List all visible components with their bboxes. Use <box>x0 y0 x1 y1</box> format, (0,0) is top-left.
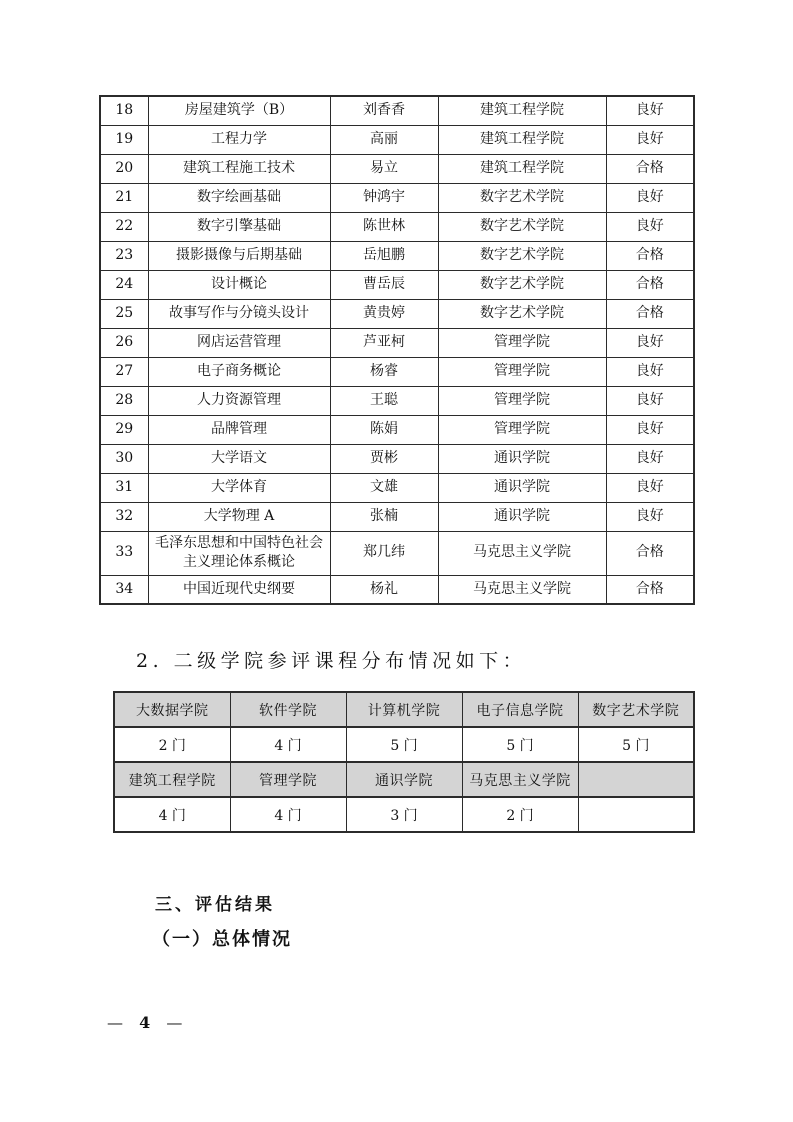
cell-course-name: 品牌管理 <box>148 415 330 444</box>
distribution-count-row <box>114 797 694 832</box>
course-count-cell: 4 门 <box>230 727 346 762</box>
section-3-heading: 三、评估结果 <box>155 895 275 915</box>
course-count-cell: 4 门 <box>230 797 346 832</box>
cell-college-name: 管理学院 <box>438 386 606 415</box>
cell-teacher-name: 高丽 <box>330 125 438 154</box>
cell-rating: 良好 <box>606 183 694 212</box>
cell-course-name: 中国近现代史纲要 <box>148 575 330 604</box>
cell-teacher-name: 杨礼 <box>330 575 438 604</box>
cell-rating: 合格 <box>606 575 694 604</box>
cell-college-name: 管理学院 <box>438 415 606 444</box>
section-2-heading: 2. 二级学院参评课程分布情况如下： <box>136 650 527 672</box>
cell-rating: 合格 <box>606 154 694 183</box>
course-count-cell: 3 门 <box>346 797 462 832</box>
cell-teacher-name: 陈娟 <box>330 415 438 444</box>
page-number-dash-left: — <box>107 1013 124 1032</box>
college-header-cell: 马克思主义学院 <box>462 762 578 797</box>
cell-row-number: 22 <box>100 212 148 241</box>
cell-row-number: 32 <box>100 502 148 531</box>
cell-college-name: 通识学院 <box>438 502 606 531</box>
course-table-row <box>100 502 694 531</box>
cell-row-number: 34 <box>100 575 148 604</box>
cell-college-name: 建筑工程学院 <box>438 154 606 183</box>
course-count-cell: 2 门 <box>114 727 230 762</box>
college-header-cell <box>578 762 694 797</box>
course-table-row <box>100 575 694 604</box>
cell-teacher-name: 易立 <box>330 154 438 183</box>
cell-college-name: 数字艺术学院 <box>438 212 606 241</box>
cell-course-name: 设计概论 <box>148 270 330 299</box>
cell-teacher-name: 陈世林 <box>330 212 438 241</box>
cell-college-name: 管理学院 <box>438 328 606 357</box>
cell-teacher-name: 贾彬 <box>330 444 438 473</box>
cell-course-name: 工程力学 <box>148 125 330 154</box>
college-header-cell: 软件学院 <box>230 692 346 727</box>
course-table-row <box>100 154 694 183</box>
course-count-cell: 2 门 <box>462 797 578 832</box>
cell-course-name: 摄影摄像与后期基础 <box>148 241 330 270</box>
course-table-row <box>100 328 694 357</box>
course-count-cell: 5 门 <box>346 727 462 762</box>
cell-course-name: 毛泽东思想和中国特色社会主义理论体系概论 <box>148 531 330 575</box>
course-table-row <box>100 357 694 386</box>
cell-rating: 良好 <box>606 328 694 357</box>
cell-row-number: 33 <box>100 531 148 575</box>
cell-rating: 合格 <box>606 299 694 328</box>
college-header-cell: 建筑工程学院 <box>114 762 230 797</box>
cell-teacher-name: 黄贵婷 <box>330 299 438 328</box>
cell-teacher-name: 郑几纬 <box>330 531 438 575</box>
course-table-row <box>100 531 694 575</box>
college-header-cell: 数字艺术学院 <box>578 692 694 727</box>
page-number-value: 4 <box>139 1013 152 1032</box>
course-table-row <box>100 96 694 125</box>
cell-college-name: 数字艺术学院 <box>438 299 606 328</box>
cell-college-name: 马克思主义学院 <box>438 575 606 604</box>
course-count-cell <box>578 797 694 832</box>
cell-teacher-name: 王聪 <box>330 386 438 415</box>
cell-row-number: 25 <box>100 299 148 328</box>
cell-course-name: 大学语文 <box>148 444 330 473</box>
cell-rating: 良好 <box>606 473 694 502</box>
cell-teacher-name: 刘香香 <box>330 96 438 125</box>
college-header-cell: 通识学院 <box>346 762 462 797</box>
course-table-row <box>100 270 694 299</box>
cell-college-name: 建筑工程学院 <box>438 96 606 125</box>
cell-rating: 良好 <box>606 96 694 125</box>
cell-row-number: 24 <box>100 270 148 299</box>
cell-college-name: 通识学院 <box>438 473 606 502</box>
cell-college-name: 通识学院 <box>438 444 606 473</box>
cell-teacher-name: 文雄 <box>330 473 438 502</box>
cell-course-name: 大学体育 <box>148 473 330 502</box>
cell-row-number: 18 <box>100 96 148 125</box>
cell-course-name: 网店运营管理 <box>148 328 330 357</box>
course-table-row <box>100 415 694 444</box>
cell-row-number: 20 <box>100 154 148 183</box>
cell-teacher-name: 张楠 <box>330 502 438 531</box>
course-count-cell: 5 门 <box>578 727 694 762</box>
cell-rating: 良好 <box>606 212 694 241</box>
cell-rating: 合格 <box>606 241 694 270</box>
course-table-row <box>100 444 694 473</box>
college-header-cell: 大数据学院 <box>114 692 230 727</box>
course-table-row <box>100 125 694 154</box>
cell-college-name: 马克思主义学院 <box>438 531 606 575</box>
course-table-row <box>100 473 694 502</box>
cell-course-name: 数字引擎基础 <box>148 212 330 241</box>
course-count-cell: 4 门 <box>114 797 230 832</box>
cell-rating: 良好 <box>606 357 694 386</box>
cell-row-number: 31 <box>100 473 148 502</box>
cell-row-number: 30 <box>100 444 148 473</box>
cell-row-number: 27 <box>100 357 148 386</box>
course-table-row <box>100 299 694 328</box>
course-count-cell: 5 门 <box>462 727 578 762</box>
cell-course-name: 电子商务概论 <box>148 357 330 386</box>
cell-college-name: 数字艺术学院 <box>438 183 606 212</box>
cell-row-number: 29 <box>100 415 148 444</box>
cell-course-name: 房屋建筑学（B） <box>148 96 330 125</box>
cell-course-name: 故事写作与分镜头设计 <box>148 299 330 328</box>
distribution-college-row <box>114 692 694 727</box>
cell-rating: 良好 <box>606 415 694 444</box>
cell-teacher-name: 钟鸿宇 <box>330 183 438 212</box>
cell-row-number: 21 <box>100 183 148 212</box>
college-header-cell: 电子信息学院 <box>462 692 578 727</box>
cell-college-name: 建筑工程学院 <box>438 125 606 154</box>
section-3-1-subheading: （一）总体情况 <box>152 929 292 950</box>
cell-college-name: 数字艺术学院 <box>438 270 606 299</box>
page-number <box>107 1013 183 1032</box>
course-evaluation-table <box>99 95 695 605</box>
cell-teacher-name: 曹岳辰 <box>330 270 438 299</box>
cell-row-number: 19 <box>100 125 148 154</box>
cell-row-number: 23 <box>100 241 148 270</box>
cell-teacher-name: 岳旭鹏 <box>330 241 438 270</box>
distribution-college-row <box>114 762 694 797</box>
course-table-row <box>100 241 694 270</box>
college-header-cell: 计算机学院 <box>346 692 462 727</box>
course-table-row <box>100 212 694 241</box>
cell-rating: 合格 <box>606 270 694 299</box>
cell-course-name: 数字绘画基础 <box>148 183 330 212</box>
page-number-dash-right: — <box>166 1013 184 1032</box>
cell-college-name: 管理学院 <box>438 357 606 386</box>
cell-rating: 良好 <box>606 386 694 415</box>
cell-course-name: 建筑工程施工技术 <box>148 154 330 183</box>
cell-row-number: 26 <box>100 328 148 357</box>
cell-teacher-name: 杨睿 <box>330 357 438 386</box>
college-header-cell: 管理学院 <box>230 762 346 797</box>
cell-course-name: 大学物理 A <box>148 502 330 531</box>
cell-rating: 良好 <box>606 125 694 154</box>
cell-college-name: 数字艺术学院 <box>438 241 606 270</box>
cell-course-name: 人力资源管理 <box>148 386 330 415</box>
cell-teacher-name: 芦亚柯 <box>330 328 438 357</box>
course-table-row <box>100 183 694 212</box>
distribution-count-row <box>114 727 694 762</box>
cell-rating: 良好 <box>606 444 694 473</box>
cell-rating: 合格 <box>606 531 694 575</box>
cell-rating: 良好 <box>606 502 694 531</box>
course-table-row <box>100 386 694 415</box>
cell-row-number: 28 <box>100 386 148 415</box>
college-distribution-table <box>113 691 695 833</box>
